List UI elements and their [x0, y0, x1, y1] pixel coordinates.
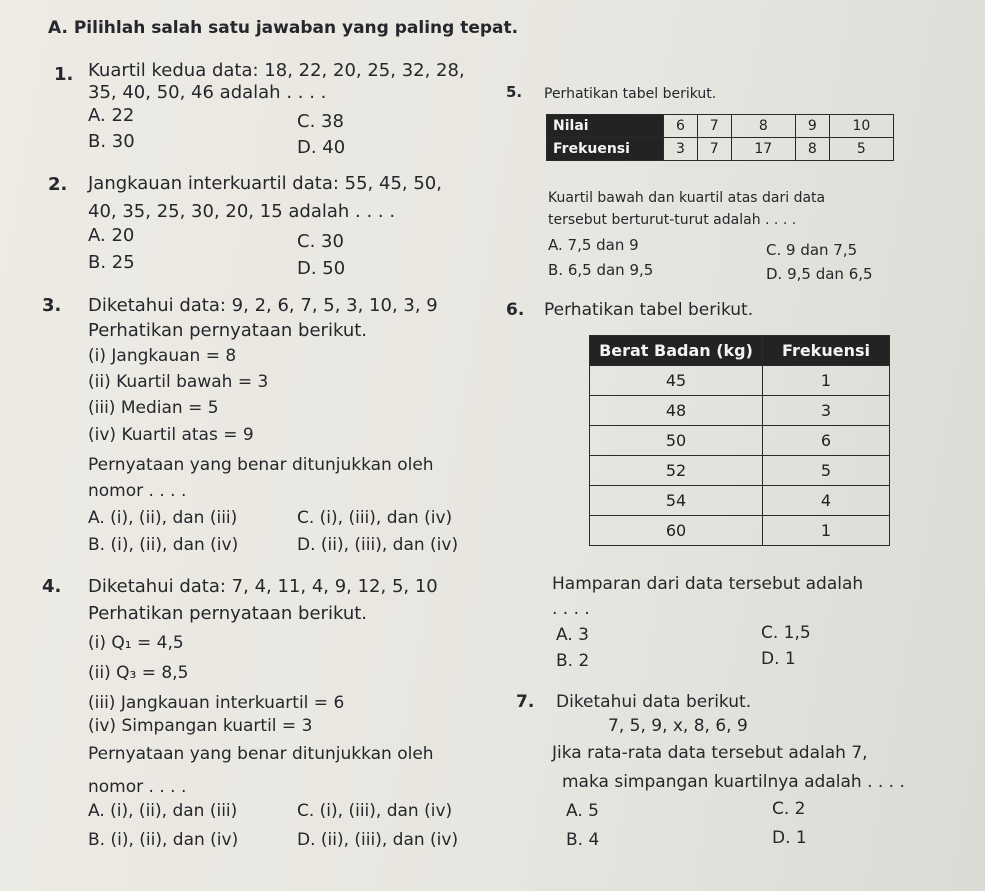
- q3-statement-iv: (iv) Kuartil atas = 9: [88, 425, 254, 445]
- q3-option-c[interactable]: C. (i), (iii), dan (iv): [297, 508, 453, 528]
- q5-text-line1: Perhatikan tabel berikut.: [544, 86, 717, 102]
- q5-nilai-cell: 10: [829, 115, 893, 138]
- q6-text-line1: Perhatikan tabel berikut.: [544, 300, 754, 320]
- q6-table: [589, 335, 890, 546]
- q1-option-d[interactable]: D. 40: [297, 137, 346, 158]
- q6-option-b[interactable]: B. 2: [556, 651, 590, 671]
- q5-text-line2: Kuartil bawah dan kuartil atas dari data: [548, 190, 826, 206]
- q5-option-b[interactable]: B. 6,5 dan 9,5: [548, 261, 654, 279]
- q7-option-d[interactable]: D. 1: [772, 828, 807, 848]
- q6-cell-frekuensi: 4: [763, 486, 890, 516]
- q3-statement-ii: (ii) Kuartil bawah = 3: [88, 372, 269, 392]
- q6-cell-berat: 60: [590, 516, 763, 546]
- q6-option-a[interactable]: A. 3: [556, 625, 589, 645]
- q6-header-frekuensi: Frekuensi: [763, 336, 890, 366]
- q5-label-nilai: Nilai: [547, 115, 664, 138]
- q7-data-values: 7, 5, 9, x, 8, 6, 9: [608, 716, 748, 736]
- q4-statement-iv: (iv) Simpangan kuartil = 3: [88, 716, 313, 736]
- q3-number: 3.: [42, 295, 62, 316]
- q5-frekuensi-cell: 17: [731, 138, 795, 161]
- q6-cell-frekuensi: 1: [763, 516, 890, 546]
- q6-cell-frekuensi: 3: [763, 396, 890, 426]
- q6-option-c[interactable]: C. 1,5: [761, 623, 811, 643]
- q6-cell-berat: 45: [590, 366, 763, 396]
- q7-number: 7.: [516, 692, 535, 712]
- q2-number: 2.: [48, 174, 68, 195]
- q3-option-a[interactable]: A. (i), (ii), dan (iii): [88, 508, 238, 528]
- q4-option-a[interactable]: A. (i), (ii), dan (iii): [88, 801, 238, 821]
- q6-cell-frekuensi: 5: [763, 456, 890, 486]
- section-title: A. Pilihlah salah satu jawaban yang paling tepat.: [48, 18, 519, 38]
- q4-statement-iii: (iii) Jangkauan interkuartil = 6: [88, 693, 345, 713]
- q4-text-line1: Diketahui data: 7, 4, 11, 4, 9, 12, 5, 10: [88, 576, 438, 597]
- table-row: [590, 366, 890, 396]
- q4-option-c[interactable]: C. (i), (iii), dan (iv): [297, 801, 453, 821]
- q1-option-a[interactable]: A. 22: [88, 105, 135, 126]
- q2-option-d[interactable]: D. 50: [297, 258, 346, 279]
- q6-header-berat: Berat Badan (kg): [590, 336, 763, 366]
- q5-row-frekuensi: [547, 138, 894, 161]
- q6-header-row: [590, 336, 890, 366]
- q6-cell-berat: 48: [590, 396, 763, 426]
- q2-option-b[interactable]: B. 25: [88, 252, 135, 273]
- q7-option-a[interactable]: A. 5: [566, 801, 599, 821]
- q6-cell-berat: 52: [590, 456, 763, 486]
- q3-statement-i: (i) Jangkauan = 8: [88, 346, 237, 366]
- q2-text-line2: 40, 35, 25, 30, 20, 15 adalah . . . .: [88, 201, 396, 222]
- q1-text-line2: 35, 40, 50, 46 adalah . . . .: [88, 82, 327, 103]
- q3-text-line2: Perhatikan pernyataan berikut.: [88, 320, 368, 341]
- table-row: [590, 516, 890, 546]
- q4-statement-i: (i) Q₁ = 4,5: [88, 633, 184, 653]
- q5-row-nilai: [547, 115, 894, 138]
- q6-cell-berat: 54: [590, 486, 763, 516]
- q3-text-line4: nomor . . . .: [88, 481, 187, 501]
- q4-number: 4.: [42, 576, 62, 597]
- q1-option-c[interactable]: C. 38: [297, 111, 344, 132]
- q6-text-line2: Hamparan dari data tersebut adalah: [552, 574, 864, 594]
- q5-nilai-cell: 9: [795, 115, 829, 138]
- q5-nilai-cell: 8: [731, 115, 795, 138]
- table-row: [590, 396, 890, 426]
- table-row: [590, 426, 890, 456]
- q4-option-d[interactable]: D. (ii), (iii), dan (iv): [297, 830, 459, 850]
- q7-option-c[interactable]: C. 2: [772, 799, 806, 819]
- q5-option-d[interactable]: D. 9,5 dan 6,5: [766, 265, 873, 283]
- q5-label-frekuensi: Frekuensi: [547, 138, 664, 161]
- q7-text-line1: Diketahui data berikut.: [556, 692, 752, 712]
- q5-frekuensi-cell: 5: [829, 138, 893, 161]
- q3-option-d[interactable]: D. (ii), (iii), dan (iv): [297, 535, 459, 555]
- q6-number: 6.: [506, 300, 525, 320]
- q3-text-line1: Diketahui data: 9, 2, 6, 7, 5, 3, 10, 3, 9: [88, 295, 438, 316]
- q5-option-a[interactable]: A. 7,5 dan 9: [548, 236, 639, 254]
- q2-text-line1: Jangkauan interkuartil data: 55, 45, 50,: [88, 173, 442, 194]
- q7-text-line3: Jika rata-rata data tersebut adalah 7,: [552, 743, 868, 763]
- q5-nilai-cell: 6: [664, 115, 698, 138]
- q6-cell-frekuensi: 1: [763, 366, 890, 396]
- q4-text-line4: nomor . . . .: [88, 777, 187, 797]
- q4-statement-ii: (ii) Q₃ = 8,5: [88, 663, 189, 683]
- table-row: [590, 486, 890, 516]
- q6-cell-frekuensi: 6: [763, 426, 890, 456]
- q4-text-line3: Pernyataan yang benar ditunjukkan oleh: [88, 744, 434, 764]
- q5-frekuensi-cell: 8: [795, 138, 829, 161]
- q7-option-b[interactable]: B. 4: [566, 830, 600, 850]
- q6-option-d[interactable]: D. 1: [761, 649, 796, 669]
- q5-nilai-cell: 7: [697, 115, 731, 138]
- q5-table: [546, 114, 894, 161]
- q2-option-c[interactable]: C. 30: [297, 231, 344, 252]
- q7-text-line4: maka simpangan kuartilnya adalah . . . .: [562, 772, 905, 792]
- q1-option-b[interactable]: B. 30: [88, 131, 135, 152]
- q6-cell-berat: 50: [590, 426, 763, 456]
- q5-frekuensi-cell: 3: [664, 138, 698, 161]
- q6-text-line3: . . . .: [552, 599, 590, 619]
- q4-text-line2: Perhatikan pernyataan berikut.: [88, 603, 368, 624]
- q2-option-a[interactable]: A. 20: [88, 225, 135, 246]
- q1-text-line1: Kuartil kedua data: 18, 22, 20, 25, 32, 28,: [88, 60, 465, 81]
- q4-option-b[interactable]: B. (i), (ii), dan (iv): [88, 830, 239, 850]
- q3-option-b[interactable]: B. (i), (ii), dan (iv): [88, 535, 239, 555]
- q3-text-line3: Pernyataan yang benar ditunjukkan oleh: [88, 455, 434, 475]
- q1-number: 1.: [54, 64, 74, 85]
- q5-option-c[interactable]: C. 9 dan 7,5: [766, 241, 858, 259]
- q5-text-line3: tersebut berturut-turut adalah . . . .: [548, 212, 797, 228]
- q3-statement-iii: (iii) Median = 5: [88, 398, 219, 418]
- q5-number: 5.: [506, 83, 523, 101]
- q5-frekuensi-cell: 7: [697, 138, 731, 161]
- table-row: [590, 456, 890, 486]
